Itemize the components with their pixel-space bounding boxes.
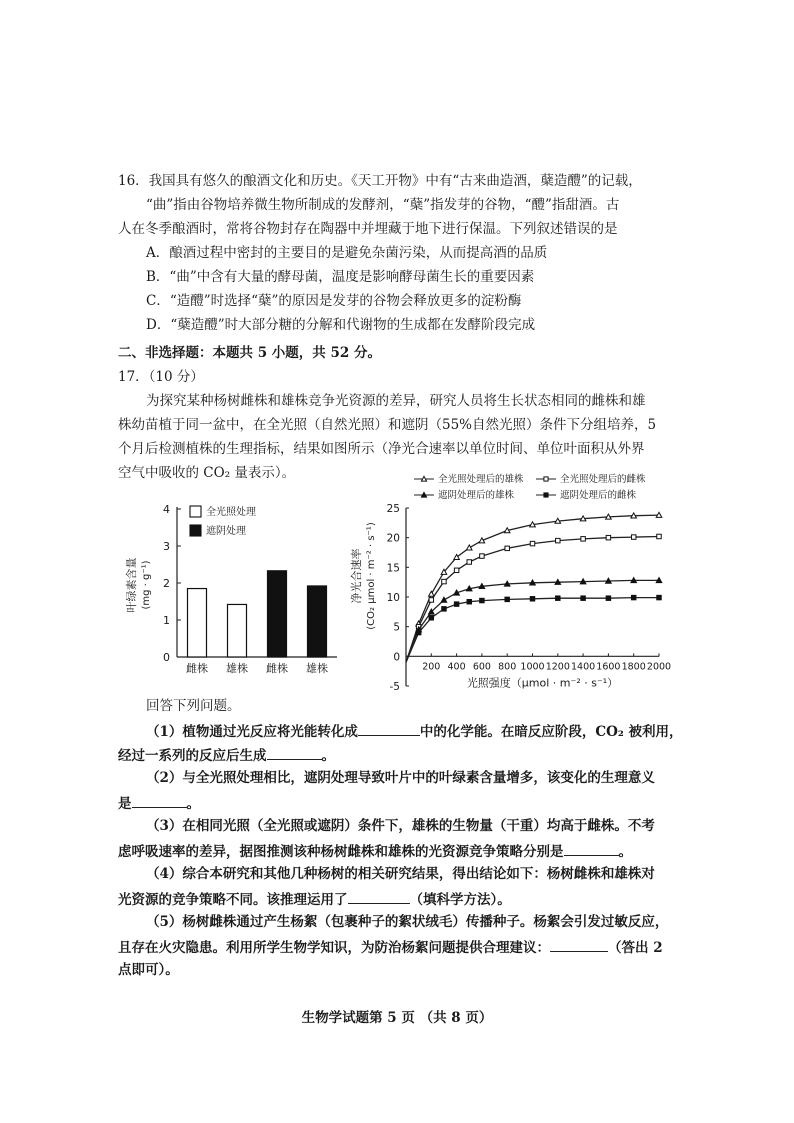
chlorophyll-bar-chart [115,495,345,680]
line-marker [441,597,447,602]
q17-header: 17．（10 分） [118,369,204,385]
q16-option-d: D．“蘖造醴”时大部分糖的分解和代谢物的生成都在发酵阶段完成 [146,317,536,333]
line-marker [606,578,612,583]
line-x-axis-label: 光照强度（μmol · m⁻² · s⁻¹） [466,676,619,690]
answer-blank-2[interactable] [267,745,322,760]
bar-legend-label: 遮阴处理 [206,526,246,537]
bar-legend-swatch [190,525,201,536]
line-marker [631,578,637,583]
line-marker [580,516,586,521]
q17-sub4-text-b: 光资源的竞争策略不同。该推理运用了 [118,892,348,908]
q17-sub5-line-2 [118,937,663,957]
bar [228,604,247,657]
bar [308,586,327,657]
q17-intro-line-4: 空气中吸收的 CO₂ 量表示）。 [118,465,296,481]
q17-sub4-line-1: （4）综合本研究和其他几种杨树的相关研究结果，得出结论如下：杨树雌株和雄株对 [146,866,655,882]
line-marker [580,579,586,584]
bar [188,589,207,657]
answer-blank-3[interactable] [132,793,187,808]
line-marker [544,493,548,497]
bar [268,571,287,657]
line-marker [454,590,460,595]
bar-category-label: 雄株 [226,662,248,675]
line-y-tick-label: 25 [386,503,400,515]
section-heading: 二、非选择题：本题共 5 小题，共 52 分。 [118,345,381,361]
line-marker [556,538,560,542]
line-marker [606,514,612,519]
line-y-tick-label: 5 [393,621,400,634]
line-marker [480,554,484,558]
line-y-tick-label: 0 [393,651,400,664]
bar-y-axis-unit: (mg · g⁻¹) [141,560,152,610]
line-marker [421,492,426,497]
line-marker [467,600,471,604]
line-marker [555,579,561,584]
line-x-tick-label: 1400 [571,661,596,673]
q17-sub3-text-b: 虑呼吸速率的差异，据图推测该种杨树雌株和雄株的光资源竞争策略分别是 [118,844,564,860]
line-y-tick-label: 20 [386,532,400,545]
line-marker [556,596,560,600]
line-marker [606,535,610,539]
q17-sub2-text-c: 。 [186,796,200,812]
bar-category-label: 雄株 [306,662,328,675]
q17-sub2-line-2 [118,793,200,813]
line-x-tick-label: 400 [447,661,466,673]
line-marker [429,598,433,602]
line-x-tick-label: 1200 [545,661,570,673]
line-y-axis-unit: (CO₂ μmol · m⁻² · s⁻¹) [366,522,377,630]
bar-y-axis-label: 叶绿素含量 [125,557,138,613]
line-marker [454,602,458,606]
answer-prompt: 回答下列问题。 [146,698,241,714]
q17-sub3-line-2 [118,841,632,861]
line-x-tick-label: 800 [498,661,517,673]
bar-category-label: 雌株 [186,662,208,675]
q17-intro-line-2: 株幼苗植于同一盆中，在全光照（自然光照）和遮阴（55%自然光照）条件下分组培养，5 [118,417,657,433]
line-y-tick-label: -5 [389,681,400,693]
line-marker [530,580,536,585]
line-marker [657,595,661,599]
q17-intro-line-1: 为探究某种杨树雌株和雄株竞争光资源的差异，研究人员将生长状态相同的雌株和雄 [146,393,646,409]
answer-blank-5[interactable] [348,889,410,904]
q16-stem-line-1: 16．我国具有悠久的酿酒文化和历史。《天工开物》中有“古来曲造酒，蘖造醴”的记载， [118,173,642,189]
answer-blank-1[interactable] [358,721,420,736]
photosynthesis-line-chart [348,468,678,693]
q16-stem-line-3: 人在冬季酿酒时，常将谷物封存在陶器中并埋藏于地下进行保温。下列叙述错误的是 [118,221,618,237]
line-series [406,580,659,662]
bar-y-tick-label: 1 [163,614,170,627]
line-marker [631,595,635,599]
q17-sub1-text-b: 中的化学能。在暗反应阶段，CO₂ 被利用， [419,724,683,740]
line-marker [606,596,610,600]
line-marker [466,545,472,550]
answer-blank-4[interactable] [564,841,619,856]
bar-category-label: 雌株 [266,662,288,675]
line-marker [504,581,510,586]
line-marker [657,534,661,538]
line-x-tick-label: 200 [422,661,441,673]
bar-legend-swatch [190,506,201,517]
answer-blank-6[interactable] [550,937,608,952]
q17-sub3-line-1: （3）在相同光照（全光照或遮阴）条件下，雄株的生物量（干重）均高于雌株。不考 [146,818,655,834]
q17-sub5-text-b: 且存在火灾隐患。利用所学生物学知识，为防治杨絮问题提供合理建议： [118,940,550,956]
line-marker [656,512,662,517]
line-legend-label: 遮阴处理后的雌株 [560,490,637,501]
q16-option-c: C．“造醴”时选择“蘖”的原因是发芽的谷物会释放更多的淀粉酶 [146,293,522,309]
bar-y-tick-label: 0 [163,651,170,664]
line-marker [442,607,446,611]
line-marker [429,591,435,596]
line-marker [466,586,472,591]
q17-sub1-line-1 [146,721,683,741]
q17-sub4-line-2 [118,889,511,909]
line-marker [544,477,548,481]
q17-sub4-text-c: （填科学方法）。 [409,892,511,908]
line-marker [555,518,561,523]
line-y-axis-label: 净光合速率 [350,548,363,604]
line-legend-label: 遮阴处理后的雄株 [438,490,515,501]
q17-sub2-text-b: 是 [118,796,132,812]
line-marker [454,568,458,572]
line-marker [421,476,426,481]
line-marker [581,596,585,600]
line-x-tick-label: 2000 [646,661,672,673]
line-marker [504,528,510,533]
q17-sub5-text-c: （答出 2 [608,940,663,956]
line-marker [530,597,534,601]
q17-sub5-line-3: 点即可）。 [118,962,179,978]
line-marker [530,522,536,527]
q17-sub1-text-c: 经过一系列的反应后生成 [118,748,267,764]
bar-y-tick-label: 3 [163,540,170,553]
q17-intro-line-3: 个月后检测植株的生理指标，结果如图所示（净光合速率以单位时间、单位叶面积从外界 [118,441,645,457]
line-marker [480,598,484,602]
q17-sub5-line-1: （5）杨树雌株通过产生杨絮（包裹种子的絮状绒毛）传播种子。杨絮会引发过敏反应， [146,914,669,930]
bar-legend-label: 全光照处理 [206,507,256,518]
line-x-tick-label: 1800 [621,661,646,673]
line-x-tick-label: 600 [472,661,491,673]
q16-option-b: B．“曲”中含有大量的酵母菌，温度是影响酵母菌生长的重要因素 [146,269,535,285]
line-marker [631,535,635,539]
line-marker [429,616,433,620]
q17-sub1-line-2 [118,745,335,765]
line-y-tick-label: 10 [386,592,400,604]
line-x-tick-label: 1000 [520,661,545,673]
line-marker [442,579,446,583]
line-marker [530,541,534,545]
q17-sub1-text-a: （1）植物通过光反应将光能转化成 [146,724,358,740]
q17-sub1-text-d: 。 [321,748,335,764]
line-marker [416,630,420,634]
q17-sub3-text-c: 。 [618,844,632,860]
line-marker [479,538,485,543]
q17-sub2-line-1: （2）与全光照处理相比，遮阴处理导致叶片中的叶绿素含量增多，该变化的生理意义 [146,770,655,786]
bar-y-tick-label: 2 [163,577,170,590]
line-x-tick-label: 1600 [596,661,621,673]
line-legend-label: 全光照处理后的雄株 [438,474,524,485]
q16-stem-line-2: “曲”指由谷物培养微生物所制成的发酵剂，“蘖”指发芽的谷物，“醴”指甜酒。古 [146,197,620,213]
line-marker [656,578,662,583]
line-marker [467,560,471,564]
line-legend-label: 全光照处理后的雌株 [560,474,646,485]
bar-y-tick-label: 4 [163,503,170,516]
page-footer: 生物学试题第 5 页 （共 8 页） [301,1010,493,1026]
line-marker [505,597,509,601]
line-marker [505,546,509,550]
line-marker [581,537,585,541]
line-y-tick-label: 15 [386,562,400,575]
q16-option-a: A．酿酒过程中密封的主要目的是避免杂菌污染，从而提高酒的品质 [146,245,548,261]
line-marker [479,584,485,589]
line-marker [631,513,637,518]
